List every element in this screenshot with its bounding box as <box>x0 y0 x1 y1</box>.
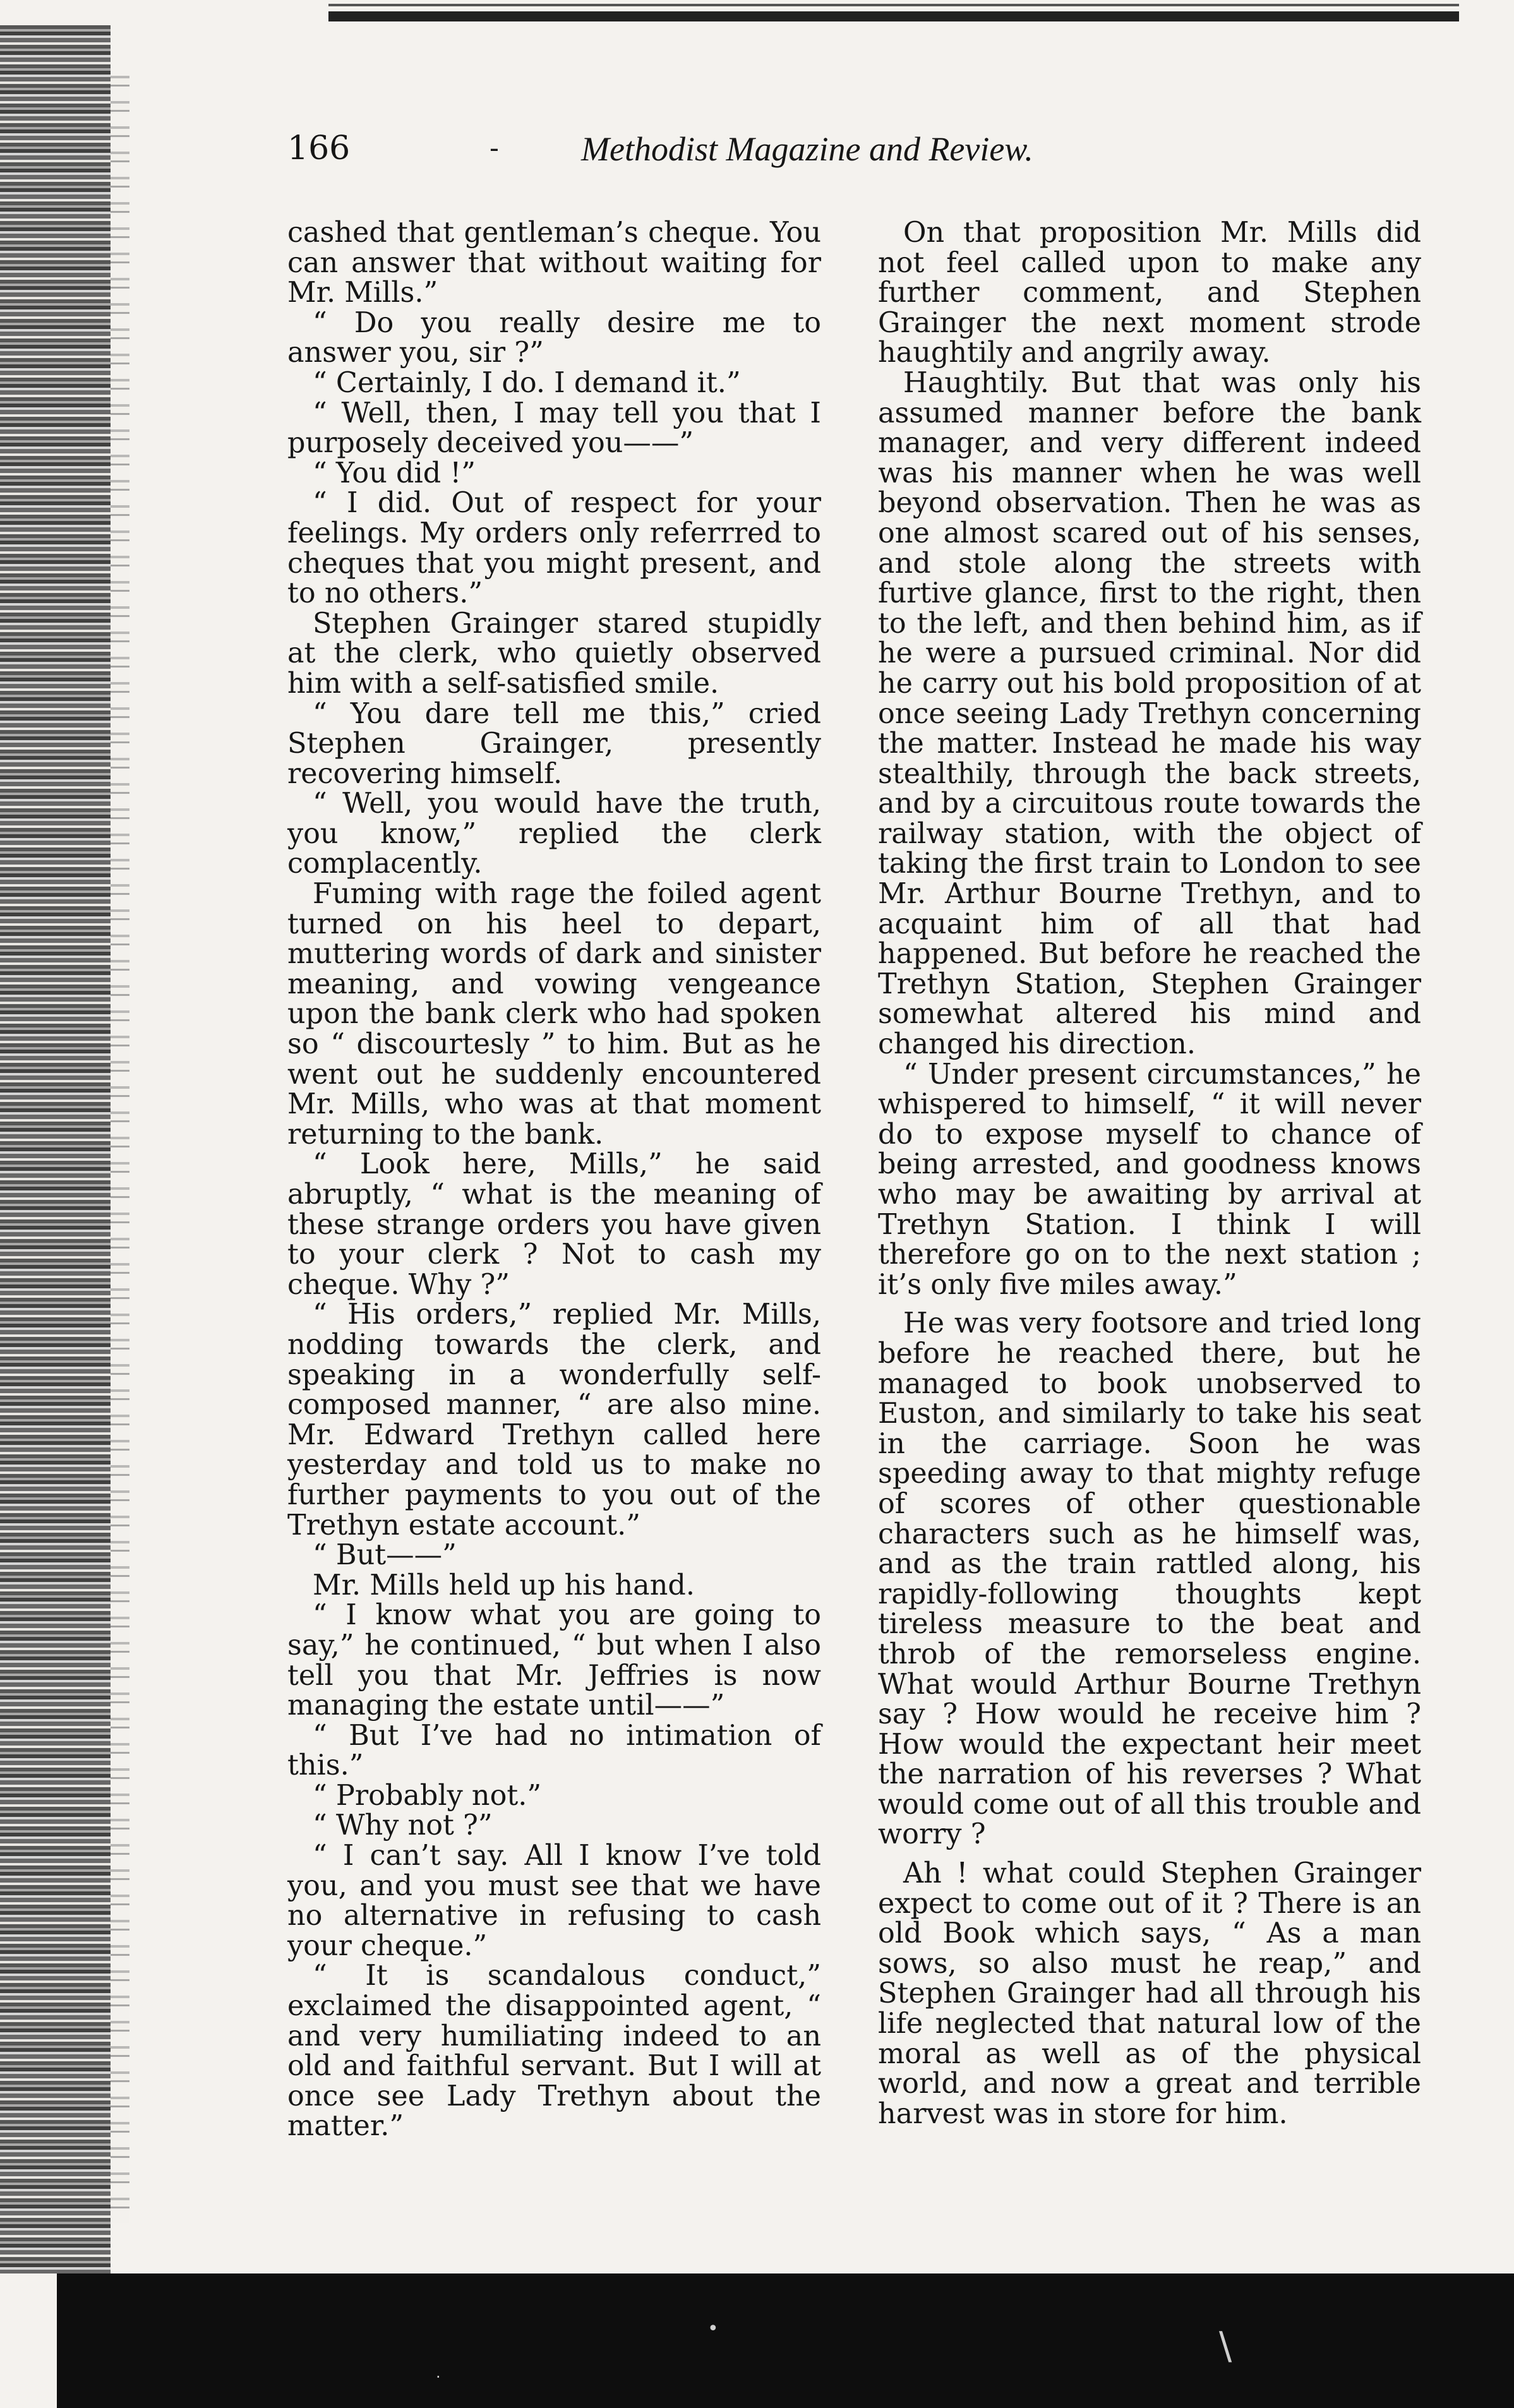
scan-speck: · <box>436 2368 441 2386</box>
paragraph: Haughtily. But that was only his assumed manner before the bank manager, and very different indeed was his manner when he was well beyond observation. Then he was as one almost scared out of his senses, and stole along the streets with furtive glance, first to the right, then to the left, and then behind him, as if he were a pursued criminal. Nor did he carry out his bold proposition of at once seeing Lady Trethyn concerning the matter. Instead he made his way stealthily, through the back streets, and by a circuitous route towards the railway station, with the object of taking the first train to London to see Mr. Arthur Bourne Trethyn, and to acquaint him of all that had happened. But before he reached the Trethyn Station, Stephen Grainger somewhat altered his mind and changed his direction. <box>878 366 1421 1061</box>
scan-bottom-margin <box>57 2273 1514 2408</box>
left-column <box>287 218 821 2141</box>
top-rule-thin <box>328 4 1459 6</box>
page-number: 166 <box>287 129 351 167</box>
binding-edge-inner <box>111 76 129 2223</box>
paragraph: “ Under present circumstances,” he whispered to himself, “ it will never do to expose myself to chance of being arrested, and goodness knows who may be awaiting by arrival at Trethyn Station. I think I will therefore go on to the next station ; it’s only five miles away.” <box>878 1058 1421 1301</box>
paragraph: Stephen Grainger stared stupidly at the clerk, who quietly observed him with a self-satisfied smile. <box>287 607 821 700</box>
paragraph: “ Do you really desire me to answer you, sir ?” <box>287 306 821 369</box>
binding-edge-shadow <box>0 25 111 2273</box>
paragraph: “ But——” <box>313 1539 457 1572</box>
paragraph: “ Look here, Mills,” he said abruptly, “ what is the meaning of these strange orders you have given to your clerk ? Not to cash my cheque. Why ?” <box>287 1148 821 1301</box>
top-rule <box>328 11 1459 21</box>
paragraph: “ Well, then, I may tell you that I purposely deceived you——” <box>287 397 821 460</box>
paragraph: He was very footsore and tried long before he reached there, but he managed to book unobserved to Euston, and similarly to take his seat in the carriage. Soon he was speeding away to that mighty refuge of scores of other questionable characters such as he himself was, and as the train rattled along, his rapidly-following thoughts kept tireless measure to the beat and throb of the remorseless engine. What would Arthur Bourne Trethyn say ? How would he receive him ? How would the expectant heir meet the narration of his reverses ? What would come out of all this trouble and worry ? <box>878 1307 1421 1851</box>
header-separator: - <box>490 132 499 164</box>
paragraph: “ I can’t say. All I know I’ve told you, and you must see that we have no alternative in refusing to cash your cheque.” <box>287 1840 821 1962</box>
paragraph: “ Probably not.” <box>313 1779 542 1812</box>
paragraph: “ You did !” <box>313 457 476 489</box>
running-title: Methodist Magazine and Review. <box>581 130 1033 168</box>
paragraph: “ Certainly, I do. I demand it.” <box>313 366 741 399</box>
paragraph: “ It is scandalous conduct,” exclaimed the disappointed agent, “ and very humiliating indeed to an old and faithful servant. But I will at once see Lady Trethyn about the matter.” <box>287 1960 821 2143</box>
scan-speck: \ <box>1219 2324 1232 2368</box>
paragraph: Fuming with rage the foiled agent turned on his heel to depart, muttering words of dark and sinister meaning, and vowing vengeance upon the bank clerk who had spoken so “ discourtesly ” to him. But as he went out he suddenly encountered Mr. Mills, who was at that moment returning to the bank. <box>287 878 821 1151</box>
paragraph: “ I know what you are going to say,” he continued, “ but when I also tell you that Mr. Jeffries is now managing the estate until——” <box>287 1599 821 1722</box>
paragraph: “ Well, you would have the truth, you know,” replied the clerk complacently. <box>287 788 821 880</box>
scan-speck: • <box>707 2318 719 2340</box>
paragraph: “ Why not ?” <box>313 1809 493 1842</box>
paragraph: “ His orders,” replied Mr. Mills, nodding towards the clerk, and speaking in a wonderfully self-composed manner, “ are also mine. Mr. Edward Trethyn called here yesterday and told us to make no further payments to you out of the Trethyn estate account.” <box>287 1298 821 1542</box>
paragraph: “ I did. Out of respect for your feelings. My orders only referrred to cheques that you might present, and to no others.” <box>287 487 821 610</box>
paragraph: cashed that gentleman’s cheque. You can answer that without waiting for Mr. Mills.” <box>287 217 821 309</box>
paragraph: “ You dare tell me this,” cried Stephen Grainger, presently recovering himself. <box>287 697 821 790</box>
paragraph: Ah ! what could Stephen Grainger expect to come out of it ? There is an old Book which says, “ As a man sows, so also must he reap,” and Stephen Grainger had all through his life neglected that natural low of the moral as well as of the physical world, and now a great and terrible harvest was in store for him. <box>878 1857 1421 2130</box>
paragraph: “ But I’ve had no intimation of this.” <box>287 1719 821 1782</box>
paragraph: Mr. Mills held up his hand. <box>313 1569 695 1602</box>
page-header <box>287 129 1462 186</box>
right-column <box>878 218 1421 2129</box>
paragraph: On that proposition Mr. Mills did not feel called upon to make any further comment, and Stephen Grainger the next moment strode haughtily and angrily away. <box>878 217 1421 369</box>
